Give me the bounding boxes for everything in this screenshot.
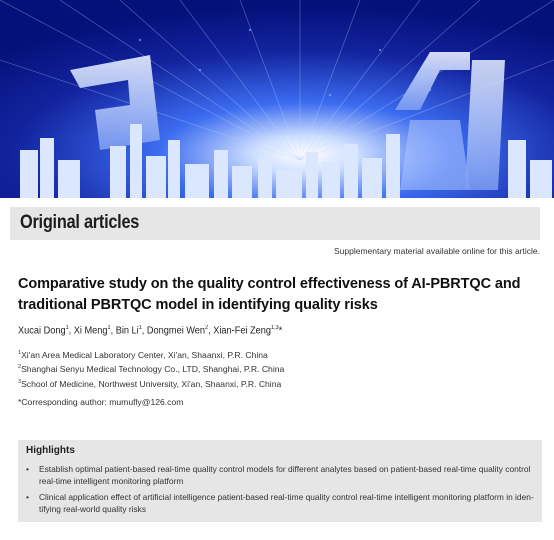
highlights-title: Highlights: [26, 445, 75, 456]
author-affiliation-mark: 1: [138, 325, 142, 331]
highlight-text: Clinical application effect of artificial intelligence patient-based real-time quality control real-time intelligent monitoring platform in iden-tifying real-world quality risks: [39, 492, 534, 514]
header-banner-image: [0, 0, 554, 198]
author: Xi Meng: [73, 325, 108, 337]
author-separator: ,: [68, 325, 74, 337]
author: Dongmei Wen: [146, 325, 206, 337]
author-corresponding-mark: *: [278, 325, 283, 337]
author: Xian-Fei Zeng: [213, 325, 272, 337]
author-separator: ,: [110, 325, 116, 337]
bullet-icon: •: [26, 464, 29, 474]
author-separator: ,: [141, 325, 147, 337]
bullet-icon: •: [26, 492, 29, 503]
affiliation-text: Shanghai Senyu Medical Technology Co., LTD, Shanghai, P.R. China: [21, 364, 285, 375]
author: Bin Li: [115, 325, 139, 337]
affiliation-text: School of Medicine, Northwest University, Xi'an, Shaanxi, P.R. China: [21, 378, 282, 389]
author-list: [18, 325, 282, 336]
highlights-box: [18, 440, 542, 522]
highlight-text: Establish optimal patient-based real-time quality control models for different analytes based on patient-based real-time quality control real-time intelligent monitoring platform: [39, 464, 531, 486]
author-affiliation-mark: 2: [205, 325, 209, 331]
article-title: Comparative study on the quality control effectiveness of AI-PBRTQC and traditional PBRTQC model in identifying quality risks: [18, 276, 521, 313]
affiliation-list: [18, 347, 284, 390]
corresponding-author: *Corresponding author: mumufly@126.com: [18, 397, 184, 407]
author-affiliation-mark: 1,3: [271, 325, 279, 331]
highlight-item: [26, 492, 534, 515]
section-header-bar: [10, 207, 540, 240]
affiliation-line: [18, 361, 284, 375]
author-separator: ,: [208, 325, 214, 337]
author-affiliation-mark: 1: [65, 325, 69, 331]
author: Xucai Dong: [18, 325, 66, 337]
section-title: Original articles: [20, 212, 140, 233]
affiliation-text: Xi'an Area Medical Laboratory Center, Xi'an, Shaanxi, P.R. China: [21, 349, 268, 360]
highlight-item: [26, 464, 534, 487]
affiliation-number: 2: [18, 364, 22, 371]
author-affiliation-mark: 1: [107, 325, 111, 331]
highlights-list: [26, 464, 534, 520]
affiliation-line: [18, 347, 284, 361]
affiliation-number: 1: [18, 350, 22, 356]
affiliation-line: [18, 376, 284, 390]
supplementary-note: Supplementary material available online for this article.: [334, 246, 540, 256]
affiliation-number: 3: [18, 378, 22, 385]
